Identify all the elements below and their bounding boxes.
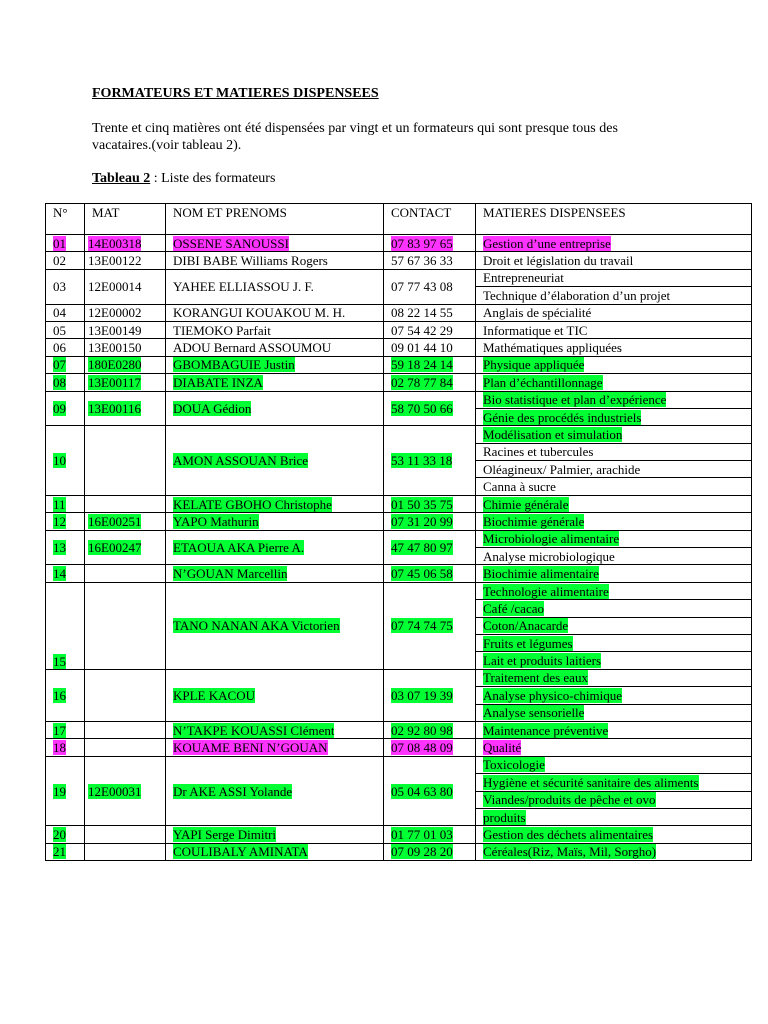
trainer-contact-cell (384, 339, 476, 356)
trainer-contact-cell (384, 374, 476, 391)
table-row (46, 374, 752, 391)
row-number-cell (46, 374, 85, 391)
trainer-name: OSSENE SANOUSSI (173, 235, 289, 251)
subject-item: Microbiologie alimentaire (483, 531, 620, 547)
subject-item-cell (476, 756, 752, 773)
subject-item: Gestion d’une entreprise (483, 235, 611, 251)
row-number: 19 (53, 783, 66, 799)
trainer-name: YAPO Mathurin (173, 513, 259, 529)
row-mat-cell (85, 721, 166, 738)
subject-item-cell (476, 739, 752, 756)
trainer-name-cell (166, 739, 384, 756)
trainer-name: YAHEE ELLIASSOU J. F. (173, 279, 314, 295)
trainers-table (45, 203, 752, 861)
trainer-name-cell (166, 391, 384, 426)
row-mat-cell (85, 739, 166, 756)
subject-item: Mathématiques appliquées (483, 340, 622, 356)
subject-item: Qualité (483, 740, 522, 756)
row-mat: 16E00247 (88, 540, 142, 556)
trainer-name-cell (166, 530, 384, 565)
subject-item-cell (476, 774, 752, 791)
row-mat-cell (85, 235, 166, 252)
row-number-cell (46, 513, 85, 530)
trainer-contact-cell (384, 756, 476, 826)
row-number: 13 (53, 540, 66, 556)
subject-item-cell (476, 513, 752, 530)
trainer-contact: 01 50 35 75 (391, 496, 453, 512)
table-row (46, 495, 752, 512)
subject-item-cell (476, 617, 752, 634)
trainer-contact-cell (384, 321, 476, 338)
trainer-name-cell (166, 235, 384, 252)
subject-item: Maintenance préventive (483, 722, 609, 738)
trainer-name-cell (166, 356, 384, 373)
subject-item-cell (476, 704, 752, 721)
trainer-name: N’TAKPE KOUASSI Clément (173, 722, 335, 738)
table-row (46, 339, 752, 356)
row-number-cell (46, 339, 85, 356)
caption-separator: : (150, 171, 162, 186)
trainer-contact-cell (384, 843, 476, 860)
table-header-row (46, 204, 752, 235)
row-number-cell (46, 321, 85, 338)
header-num: N° (46, 204, 85, 235)
table-row (46, 321, 752, 338)
row-mat-cell (85, 826, 166, 843)
trainer-contact: 07 54 42 29 (391, 322, 453, 338)
subject-item-cell (476, 235, 752, 252)
trainer-name: TIEMOKO Parfait (173, 322, 271, 338)
table-row (46, 582, 752, 599)
trainer-name-cell (166, 826, 384, 843)
subject-item: Anglais de spécialité (483, 305, 592, 321)
caption-label: Tableau 2 (92, 171, 151, 186)
table-row (46, 304, 752, 321)
row-mat-cell (85, 269, 166, 304)
row-number: 14 (53, 566, 66, 582)
trainer-name-cell (166, 339, 384, 356)
trainer-contact-cell (384, 304, 476, 321)
row-mat-cell (85, 843, 166, 860)
trainer-name: ADOU Bernard ASSOUMOU (173, 340, 332, 356)
trainer-contact: 07 45 06 58 (391, 566, 453, 582)
trainer-contact-cell (384, 269, 476, 304)
table-row (46, 513, 752, 530)
row-number: 02 (53, 253, 66, 269)
trainer-name-cell (166, 513, 384, 530)
subject-item-cell (476, 721, 752, 738)
trainer-contact: 07 83 97 65 (391, 235, 453, 251)
table-row (46, 391, 752, 408)
trainer-name: DIABATE INZA (173, 374, 263, 390)
row-number: 09 (53, 400, 66, 416)
row-mat-cell (85, 391, 166, 426)
table-row (46, 739, 752, 756)
table-row (46, 669, 752, 686)
row-number: 03 (53, 279, 66, 295)
trainer-name-cell (166, 756, 384, 826)
row-mat-cell (85, 252, 166, 269)
trainer-contact: 07 77 43 08 (391, 279, 453, 295)
row-number-cell (46, 391, 85, 426)
table-row (46, 269, 752, 286)
trainer-contact-cell (384, 530, 476, 565)
subject-item-cell (476, 443, 752, 460)
subject-item: Technologie alimentaire (483, 583, 609, 599)
trainer-contact: 59 18 24 14 (391, 357, 453, 373)
row-mat-cell (85, 513, 166, 530)
subject-item: Fruits et légumes (483, 635, 573, 651)
table-row (46, 756, 752, 773)
subject-item: Canna à sucre (483, 479, 556, 495)
subject-item: Coton/Anacarde (483, 618, 569, 634)
subject-item: Plan d’échantillonnage (483, 374, 603, 390)
trainer-name: DIBI BABE Williams Rogers (173, 253, 328, 269)
row-mat-cell (85, 495, 166, 512)
trainer-contact-cell (384, 739, 476, 756)
trainer-name-cell (166, 304, 384, 321)
table-row (46, 826, 752, 843)
trainer-name-cell (166, 843, 384, 860)
subject-item-cell (476, 808, 752, 825)
row-mat-cell (85, 669, 166, 721)
trainer-contact-cell (384, 721, 476, 738)
intro-paragraph (92, 120, 692, 154)
subject-item: Informatique et TIC (483, 322, 588, 338)
row-number: 01 (53, 235, 66, 251)
trainer-contact: 07 09 28 20 (391, 844, 453, 860)
header-nom: NOM ET PRENOMS (166, 204, 384, 235)
trainer-name-cell (166, 321, 384, 338)
row-number: 07 (53, 357, 66, 373)
subject-item: Hygiène et sécurité sanitaire des aliments (483, 774, 699, 790)
trainer-contact: 57 67 36 33 (391, 253, 453, 269)
trainer-name: KORANGUI KOUAKOU M. H. (173, 305, 346, 321)
row-number: 18 (53, 740, 66, 756)
subject-item-cell (476, 652, 752, 669)
subject-item: Racines et tubercules (483, 444, 594, 460)
subject-item: Technique d’élaboration d’un projet (483, 287, 671, 303)
trainer-name: GBOMBAGUIE Justin (173, 357, 295, 373)
trainer-contact: 02 78 77 84 (391, 374, 453, 390)
subject-item: Droit et législation du travail (483, 253, 634, 269)
table-row (46, 721, 752, 738)
trainer-contact: 07 74 74 75 (391, 618, 453, 634)
row-mat-cell (85, 356, 166, 373)
subject-item: produits (483, 809, 526, 825)
trainer-name-cell (166, 252, 384, 269)
subject-item-cell (476, 304, 752, 321)
subject-item-cell (476, 374, 752, 391)
trainer-contact-cell (384, 669, 476, 721)
trainer-name-cell (166, 669, 384, 721)
trainer-name: KOUAME BENI N’GOUAN (173, 740, 328, 756)
subject-item: Génie des procédés industriels (483, 409, 642, 425)
row-number-cell (46, 252, 85, 269)
subject-item-cell (476, 356, 752, 373)
row-mat-cell (85, 582, 166, 669)
subject-item-cell (476, 843, 752, 860)
trainer-contact: 07 08 48 09 (391, 740, 453, 756)
trainer-contact-cell (384, 252, 476, 269)
row-number-cell (46, 304, 85, 321)
row-number-cell (46, 235, 85, 252)
row-number: 10 (53, 453, 66, 469)
subject-item-cell (476, 548, 752, 565)
trainer-contact: 05 04 63 80 (391, 783, 453, 799)
row-number-cell (46, 826, 85, 843)
row-mat: 16E00251 (88, 513, 142, 529)
subject-item-cell (476, 565, 752, 582)
row-mat: 13E00149 (88, 322, 142, 338)
subject-item-cell (476, 408, 752, 425)
row-mat: 12E00014 (88, 279, 142, 295)
row-number-cell (46, 356, 85, 373)
subject-item: Café /cacao (483, 600, 544, 616)
row-number: 17 (53, 722, 66, 738)
subject-item-cell (476, 287, 752, 304)
subject-item-cell (476, 826, 752, 843)
subject-item-cell (476, 461, 752, 478)
subject-item: Chimie générale (483, 496, 569, 512)
trainer-name: COULIBALY AMINATA (173, 844, 308, 860)
row-mat-cell (85, 339, 166, 356)
trainer-contact-cell (384, 426, 476, 496)
row-number-cell (46, 426, 85, 496)
subject-item-cell (476, 478, 752, 495)
row-mat: 13E00150 (88, 340, 142, 356)
trainers-table-body (46, 204, 752, 861)
table-row (46, 426, 752, 443)
subject-item: Traitement des eaux (483, 670, 588, 686)
trainer-name: KPLE KACOU (173, 687, 255, 703)
row-number: 21 (53, 844, 66, 860)
trainer-contact-cell (384, 513, 476, 530)
row-mat: 12E00002 (88, 305, 142, 321)
trainer-name: ETAOUA AKA Pierre A. (173, 540, 305, 556)
subject-item: Bio statistique et plan d’expérience (483, 392, 667, 408)
subject-item-cell (476, 687, 752, 704)
caption-text: Liste des formateurs (161, 171, 276, 186)
row-mat-cell (85, 565, 166, 582)
trainer-name-cell (166, 565, 384, 582)
trainer-contact: 09 01 44 10 (391, 340, 453, 356)
table-caption (92, 171, 275, 187)
trainer-contact-cell (384, 826, 476, 843)
row-number-cell (46, 843, 85, 860)
subject-item-cell (476, 582, 752, 599)
trainer-name-cell (166, 374, 384, 391)
table-row (46, 843, 752, 860)
subject-item-cell (476, 391, 752, 408)
trainer-contact-cell (384, 565, 476, 582)
subject-item-cell (476, 634, 752, 651)
row-number-cell (46, 756, 85, 826)
row-number: 05 (53, 322, 66, 338)
trainer-name: DOUA Gédion (173, 400, 252, 416)
document-title: FORMATEURS ET MATIERES DISPENSEES (92, 86, 379, 101)
table-row (46, 530, 752, 547)
header-contact: CONTACT (384, 204, 476, 235)
row-number-cell (46, 582, 85, 669)
trainer-name-cell (166, 426, 384, 496)
row-mat: 13E00122 (88, 253, 142, 269)
header-matieres: MATIERES DISPENSEES (476, 204, 752, 235)
trainer-name: N’GOUAN Marcellin (173, 566, 288, 582)
subject-item: Biochimie alimentaire (483, 566, 599, 582)
trainer-name: KELATE GBOHO Christophe (173, 496, 332, 512)
trainer-contact: 53 11 33 18 (391, 453, 453, 469)
row-number: 08 (53, 374, 66, 390)
trainer-contact-cell (384, 391, 476, 426)
trainer-name: Dr AKE ASSI Yolande (173, 783, 293, 799)
trainer-contact-cell (384, 235, 476, 252)
trainer-contact: 07 31 20 99 (391, 513, 453, 529)
trainer-contact: 58 70 50 66 (391, 400, 453, 416)
trainer-contact-cell (384, 356, 476, 373)
row-number: 16 (53, 687, 66, 703)
row-number: 20 (53, 826, 66, 842)
row-number: 06 (53, 340, 66, 356)
trainer-name: TANO NANAN AKA Victorien (173, 618, 340, 634)
row-number: 04 (53, 305, 66, 321)
trainer-name: YAPI Serge Dimitri (173, 826, 277, 842)
trainer-name-cell (166, 582, 384, 669)
row-number: 12 (53, 513, 66, 529)
row-mat-cell (85, 304, 166, 321)
table-row (46, 356, 752, 373)
trainer-contact: 02 92 80 98 (391, 722, 453, 738)
subject-item: Lait et produits laitiers (483, 653, 602, 669)
trainer-name-cell (166, 495, 384, 512)
subject-item: Céréales(Riz, Maïs, Mil, Sorgho) (483, 844, 657, 860)
row-mat-cell (85, 321, 166, 338)
row-mat-cell (85, 374, 166, 391)
subject-item-cell (476, 669, 752, 686)
row-mat-cell (85, 530, 166, 565)
intro-line-2: vacataires.(voir tableau 2). (92, 138, 242, 153)
trainer-name-cell (166, 269, 384, 304)
subject-item: Entrepreneuriat (483, 270, 564, 286)
row-mat: 14E00318 (88, 235, 142, 251)
row-number-cell (46, 565, 85, 582)
subject-item-cell (476, 495, 752, 512)
row-number-cell (46, 721, 85, 738)
trainer-contact: 08 22 14 55 (391, 305, 453, 321)
subject-item: Oléagineux/ Palmier, arachide (483, 461, 641, 477)
row-mat: 180E0280 (88, 357, 142, 373)
subject-item: Physique appliquée (483, 357, 585, 373)
row-number-cell (46, 530, 85, 565)
subject-item-cell (476, 530, 752, 547)
row-number: 15 (53, 653, 66, 669)
subject-item-cell (476, 339, 752, 356)
row-number-cell (46, 739, 85, 756)
row-mat: 13E00116 (88, 400, 141, 416)
row-mat-cell (85, 426, 166, 496)
subject-item: Gestion des déchets alimentaires (483, 826, 654, 842)
header-mat: MAT (85, 204, 166, 235)
table-row (46, 565, 752, 582)
subject-item-cell (476, 252, 752, 269)
subject-item: Toxicologie (483, 757, 545, 773)
trainer-contact: 47 47 80 97 (391, 540, 453, 556)
row-number: 11 (53, 496, 66, 512)
trainer-contact-cell (384, 582, 476, 669)
subject-item: Analyse physico-chimique (483, 687, 622, 703)
row-mat-cell (85, 756, 166, 826)
row-mat: 13E00117 (88, 374, 141, 390)
subject-item-cell (476, 321, 752, 338)
row-mat: 12E00031 (88, 783, 142, 799)
subject-item: Modélisation et simulation (483, 426, 623, 442)
row-number-cell (46, 269, 85, 304)
intro-line-1: Trente et cinq matières ont été dispensées par vingt et un formateurs qui sont presque tous des (92, 121, 618, 136)
subject-item: Analyse sensorielle (483, 705, 585, 721)
subject-item: Analyse microbiologique (483, 548, 615, 564)
subject-item: Biochimie générale (483, 513, 585, 529)
trainer-contact-cell (384, 495, 476, 512)
trainer-contact: 03 07 19 39 (391, 687, 453, 703)
subject-item-cell (476, 426, 752, 443)
subject-item-cell (476, 600, 752, 617)
trainer-contact: 01 77 01 03 (391, 826, 453, 842)
subject-item-cell (476, 791, 752, 808)
trainer-name-cell (166, 721, 384, 738)
table-row (46, 252, 752, 269)
row-number-cell (46, 669, 85, 721)
table-row (46, 235, 752, 252)
subject-item: Viandes/produits de pêche et ovo (483, 792, 656, 808)
subject-item-cell (476, 269, 752, 286)
trainer-name: AMON ASSOUAN Brice (173, 453, 309, 469)
row-number-cell (46, 495, 85, 512)
